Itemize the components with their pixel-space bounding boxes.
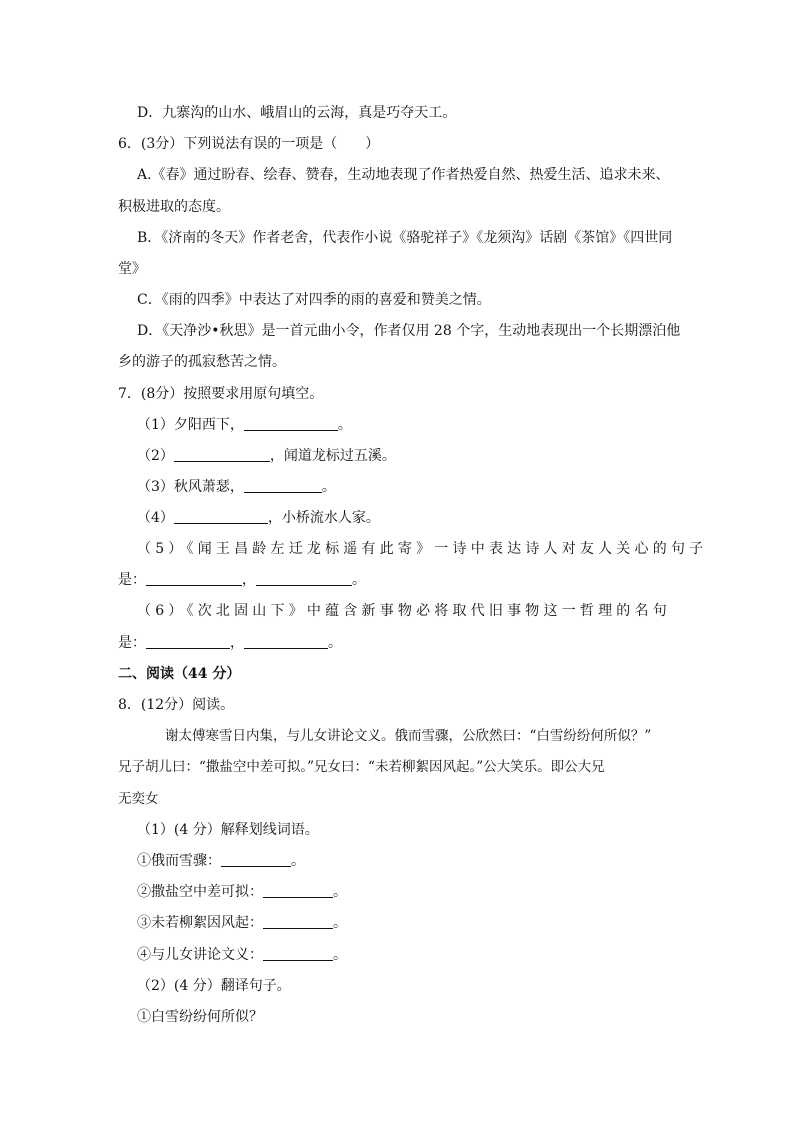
q7-item-3: [137, 478, 336, 496]
answer-blank[interactable]: [174, 509, 268, 524]
q7-1-text: （1）夕阳西下，: [137, 417, 244, 433]
q8-sub1-item-c: [137, 914, 347, 932]
answer-blank[interactable]: [146, 571, 242, 586]
q7-item-1: [137, 416, 352, 434]
q7-5-end: 。: [352, 572, 366, 588]
q8-1c-text: ③未若柳絮因风起：: [137, 915, 263, 931]
answer-blank[interactable]: [263, 946, 333, 961]
answer-blank[interactable]: [263, 883, 333, 898]
q7-6-label: 是：: [118, 635, 146, 651]
q8-1b-text: ②撒盐空中差可拟：: [137, 884, 263, 900]
q8-sub1-item-b: [137, 883, 347, 901]
answer-blank[interactable]: [244, 416, 338, 431]
q7-4-text: （4）: [137, 510, 174, 526]
q7-5-label: 是：: [118, 572, 146, 588]
answer-blank[interactable]: [263, 914, 333, 929]
q8-1a-text: ①俄而雪骤：: [137, 853, 221, 869]
q7-6-end: 。: [328, 635, 342, 651]
answer-blank[interactable]: [174, 447, 270, 462]
q7-item-5-line2: [118, 571, 366, 589]
q7-5-sep: ，: [242, 572, 256, 588]
q7-3-end: 。: [321, 479, 336, 495]
q8-1d-end: 。: [333, 947, 347, 963]
q7-1-end: 。: [337, 417, 352, 433]
q6-option-a-line2: 积极进取的态度。: [118, 199, 230, 215]
q8-sub1-item-a: [137, 852, 305, 870]
answer-blank[interactable]: [256, 571, 352, 586]
q8-sub1-stem: （1）(4 分）解释划线词语。: [137, 822, 319, 838]
passage-line-3: 无奕女: [118, 791, 159, 807]
q7-item-6-line2: [118, 634, 342, 652]
q7-4-end: ，小桥流水人家。: [267, 510, 380, 526]
passage-line-2: 兄子胡儿曰：“撒盐空中差可拟。”兄女曰：“未若柳絮因风起。”公大笑乐。即公大兄: [118, 759, 605, 775]
q7-item-2: [137, 447, 396, 465]
q8-1d-text: ④与儿女讲论文义：: [137, 947, 263, 963]
q6-option-d-line2: 乡的游子的孤寂愁苦之情。: [118, 354, 286, 370]
q7-2-end: ，闻道龙标过五溪。: [269, 448, 396, 464]
q8-1a-end: 。: [291, 853, 305, 869]
q6-option-d-line1: D．《天净沙•秋思》是一首元曲小令，作者仅用 28 个字，生动地表现出一个长期漂泊他: [137, 323, 681, 339]
q8-sub2-stem: （2）(4 分）翻译句子。: [137, 978, 291, 994]
q8-sub1-item-d: [137, 946, 347, 964]
q8-sub2-item-a: ①白雪纷纷何所似？: [137, 1009, 263, 1025]
answer-blank[interactable]: [244, 634, 328, 649]
q8-1b-end: 。: [333, 884, 347, 900]
q7-3-text: （3）秋风萧瑟，: [137, 479, 244, 495]
answer-blank[interactable]: [244, 478, 322, 493]
q6-option-c: C．《雨的四季》中表达了对四季的雨的喜爱和赞美之情。: [137, 292, 491, 308]
q8-stem: 8．(12分）阅读。: [118, 697, 235, 713]
q7-item-6-line1: （6）《次北固山下》中蕴含新事物必将取代旧事物这一哲理的名句: [137, 603, 671, 619]
q6-option-b-line1: B．《济南的冬天》作者老舍，代表作小说《骆驼祥子》《龙须沟》话剧《茶馆》《四世同: [137, 230, 673, 246]
q6-option-b-line2: 堂》: [118, 261, 146, 277]
q6-stem: 6．(3分）下列说法有误的一项是（ ）: [118, 136, 380, 152]
q7-2-text: （2）: [137, 448, 174, 464]
q7-stem: 7．(8分）按照要求用原句填空。: [118, 386, 324, 402]
answer-blank[interactable]: [146, 634, 230, 649]
q8-1c-end: 。: [333, 915, 347, 931]
q7-6-sep: ，: [230, 635, 244, 651]
answer-blank[interactable]: [221, 852, 291, 867]
q7-item-5-line1: （5）《闻王昌龄左迁龙标遥有此寄》一诗中表达诗人对友人关心的句子: [137, 541, 708, 557]
section-heading-reading: 二、阅读（44 分）: [118, 666, 241, 682]
passage-line-1: 谢太傅寒雪日内集，与儿女讲论文义。俄而雪骤，公欣然曰：“白雪纷纷何所似？”: [165, 728, 652, 744]
q5-option-d: D．九寨沟的山水、峨眉山的云海，真是巧夺天工。: [137, 105, 457, 121]
q6-option-a-line1: A.《春》通过盼春、绘春、赞春，生动地表现了作者热爱自然、热爱生活、追求未来、: [137, 167, 670, 183]
q7-item-4: [137, 509, 380, 527]
